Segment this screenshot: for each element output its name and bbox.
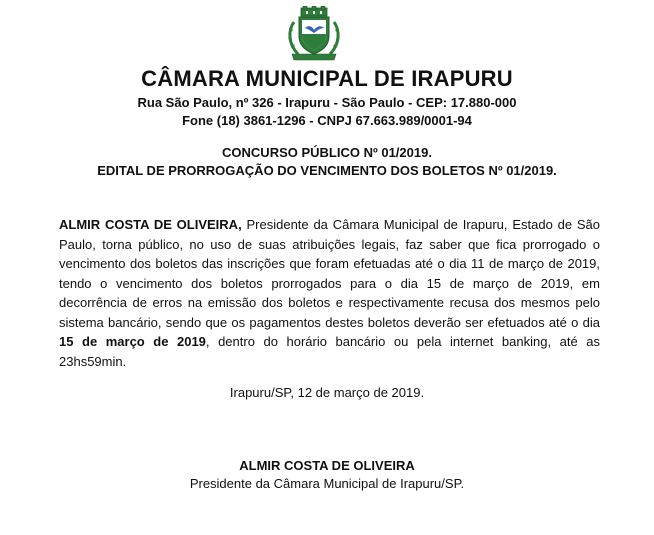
address-line: Rua São Paulo, nº 326 - Irapuru - São Paulo - CEP: 17.880-000 [137, 95, 517, 110]
contest-heading: CONCURSO PÚBLICO Nº 01/2019. [222, 145, 432, 160]
edict-heading: EDITAL DE PRORROGAÇÃO DO VENCIMENTO DOS BOLETOS Nº 01/2019. [97, 163, 557, 178]
municipal-crest-icon [284, 6, 344, 62]
body-deadline: 15 de março de 2019 [59, 334, 206, 349]
date-line: Irapuru/SP, 12 de março de 2019. [229, 385, 425, 400]
body-text-part1: Presidente da Câmara Municipal de Irapuru, Estado de São Paulo, torna público, no uso de suas atribuições legais, faz saber que fica prorrogado o vencimento dos boletos das inscrições que foram efetuadas até o dia 11 de março de 2019, tendo o vencimento dos boletos prorrogados para o dia 15 de março de 2019, em decorrência de erros na emissão dos boletos e respectivamente recusa dos mesmos pelo sistema bancário, sendo que os pagamentos destes boletos deverão ser efetuados até o dia [59, 217, 600, 330]
body-text-part2: , dentro do horário bancário ou pela internet banking, até as 23hs59min. [59, 334, 600, 369]
body-president-name: ALMIR COSTA DE OLIVEIRA, [59, 217, 242, 232]
contact-line: Fone (18) 3861-1296 - CNPJ 67.663.989/0001-94 [182, 113, 472, 128]
institution-title: CÂMARA MUNICIPAL DE IRAPURU [141, 66, 513, 91]
body-paragraph [59, 215, 600, 371]
signature-name: ALMIR COSTA DE OLIVEIRA [239, 458, 415, 473]
signature-role: Presidente da Câmara Municipal de Irapuru/SP. [189, 476, 465, 491]
